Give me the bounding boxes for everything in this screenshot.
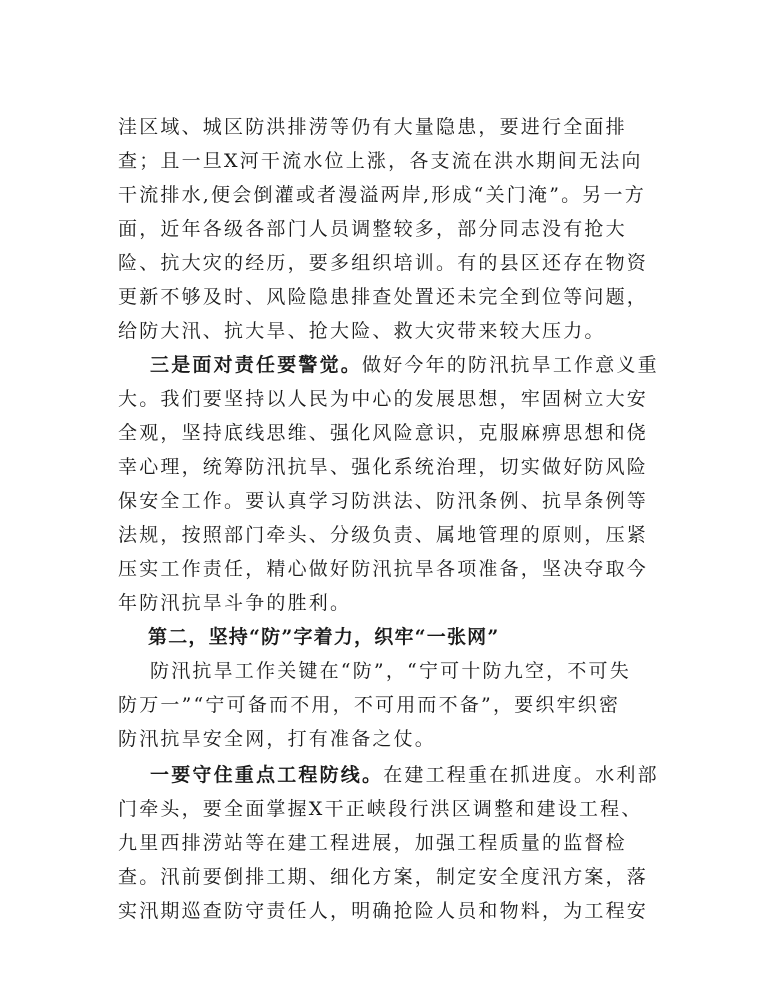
- paragraph-lead: 一要守住重点工程防线。: [150, 764, 384, 786]
- paragraph-first-line: [150, 348, 659, 382]
- section-heading: 第二，坚持“防”字着力，织牢“一张网”: [148, 626, 500, 648]
- text-line: 压实工作责任，精心做好防汛抗旱各项准备，坚决夺取今: [118, 558, 649, 580]
- text-line: 面，近年各级各部门人员调整较多，部分同志没有抢大: [118, 218, 627, 240]
- paragraph-first-line: [150, 758, 659, 792]
- text-line: 防万一”“宁可备而不用，不可用而不备”，要织牢织密: [118, 694, 621, 716]
- text-line: 更新不够及时、风险隐患排查处置还未完全到位等问题，: [118, 286, 649, 308]
- text-line: 干流排水,便会倒灌或者漫溢两岸,形成“关门淹”。另一方: [118, 184, 646, 206]
- text-line: 大。我们要坚持以人民为中心的发展思想，牢固树立大安: [118, 388, 649, 410]
- text-line: 保安全工作。要认真学习防洪法、防汛条例、抗旱条例等: [118, 490, 649, 512]
- paragraph-lead: 三是面对责任要警觉。: [150, 354, 363, 376]
- paragraph-first-rest: 在建工程重在抓进度。水利部: [383, 764, 659, 786]
- text-line: 查；且一旦Ⅹ河干流水位上涨，各支流在洪水期间无法向: [118, 150, 643, 172]
- text-line: 给防大汛、抗大旱、抢大险、救大灾带来较大压力。: [118, 320, 606, 342]
- text-line: 险、抗大灾的经历，要多组织培训。有的县区还存在物资: [118, 252, 649, 274]
- paragraph-first-rest: 做好今年的防汛抗旱工作意义重: [362, 354, 659, 376]
- text-line: 幸心理，统筹防汛抗旱、强化系统治理，切实做好防风险: [118, 456, 649, 478]
- text-line: 年防汛抗旱斗争的胜利。: [118, 592, 352, 614]
- text-line: 洼区域、城区防洪排涝等仍有大量隐患，要进行全面排: [118, 116, 627, 138]
- text-line: 全观，坚持底线思维、强化风险意识，克服麻痹思想和侥: [118, 422, 649, 444]
- text-line: 查。汛前要倒排工期、细化方案，制定安全度汛方案，落: [118, 866, 649, 888]
- text-line: 门牵头，要全面掌握Ⅹ干正峡段行洪区调整和建设工程、: [118, 798, 643, 820]
- text-line: 九里西排涝站等在建工程进展，加强工程质量的监督检: [118, 832, 627, 854]
- text-line: 防汛抗旱安全网，打有准备之仗。: [118, 728, 437, 750]
- text-line: 法规，按照部门牵头、分级负责、属地管理的原则，压紧: [118, 524, 649, 546]
- text-line: 实汛期巡查防守责任人，明确抢险人员和物料，为工程安: [118, 900, 649, 922]
- text-line: 防汛抗旱工作关键在“防”，“宁可十防九空，不可失: [150, 660, 631, 682]
